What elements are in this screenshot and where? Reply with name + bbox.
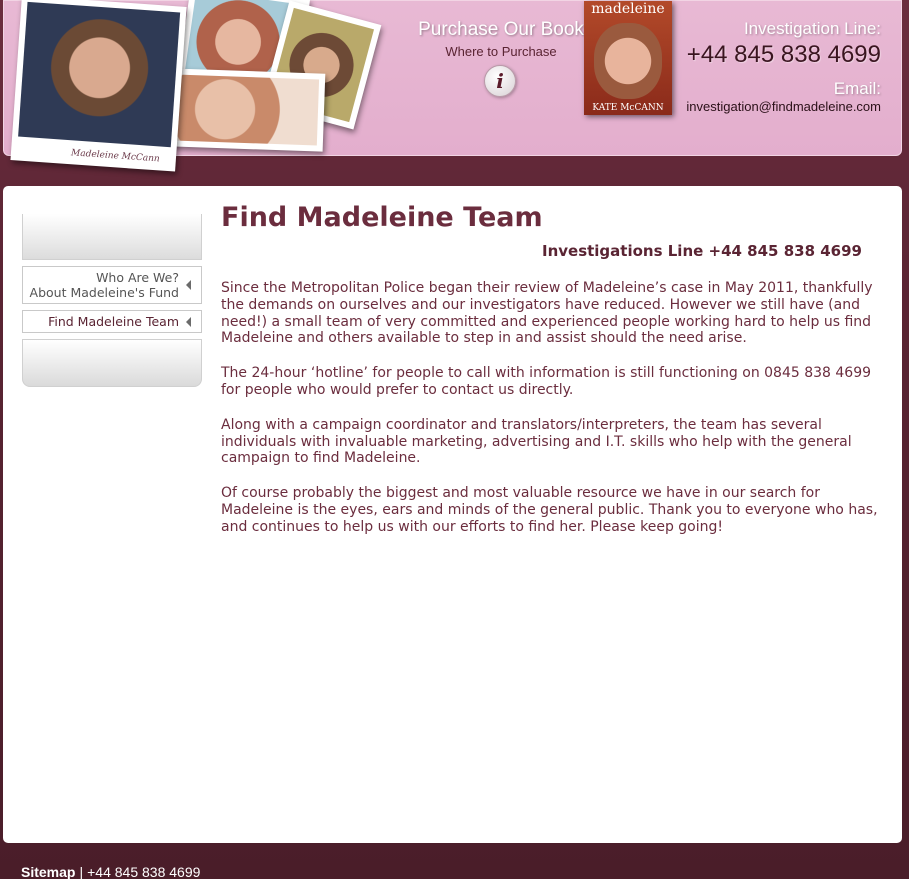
footer-phone: +44 845 838 4699	[87, 864, 201, 879]
sidebar-item-label: Who Are We?	[96, 270, 179, 285]
email-link[interactable]: investigation@findmadeleine.com	[686, 99, 881, 114]
where-to-purchase-link[interactable]: Where to Purchase	[445, 44, 557, 59]
photo-signature: Madeleine McCann	[70, 148, 161, 165]
site-header	[3, 0, 902, 165]
book-cover-title: madeleine	[591, 1, 665, 17]
sidebar-top-cap	[22, 214, 202, 260]
investigation-line-label: Investigation Line:	[743, 19, 881, 38]
page-content	[221, 202, 886, 536]
book-cover-author: KATE McCANN	[592, 103, 664, 113]
sidebar-item-find-madeleine-team[interactable]	[22, 310, 202, 333]
caret-left-icon	[186, 317, 191, 327]
purchase-book-heading[interactable]: Purchase Our Book	[418, 19, 584, 40]
book-cover-image[interactable]	[584, 1, 672, 115]
investigations-line: Investigations Line +44 845 838 4699	[541, 242, 862, 260]
sidebar-item-who-are-we[interactable]	[22, 266, 202, 304]
photo-polaroid-4	[168, 68, 326, 151]
site-footer	[21, 864, 200, 879]
caret-left-icon	[186, 280, 191, 290]
main-panel	[3, 186, 902, 843]
content-paragraph: Of course probably the biggest and most valuable resource we have in our search for Madeleine is the eyes, ears and minds of the general public. Thank you to everyone who has, and continues to help us with our efforts to find her. Please keep going!	[221, 485, 878, 535]
content-paragraph: The 24-hour ‘hotline’ for people to call with information is still functioning on 0845 838 4699 for people who would prefer to contact us directly.	[221, 365, 872, 398]
content-paragraph: Since the Metropolitan Police began their review of Madeleine’s case in May 2011, thankfully the demands on ourselves and our investigators have reduced. However we still have (and need!) a small team of very committed and experienced people working hard to help us find Madeleine and others available to step in and assist should the need arise.	[221, 280, 873, 347]
investigation-phone: +44 845 838 4699	[686, 41, 881, 68]
sidebar-bottom-cap	[22, 339, 202, 387]
sidebar-nav	[22, 214, 202, 387]
footer-separator: |	[79, 864, 84, 879]
photo-polaroid-main	[10, 0, 186, 172]
sidebar-item-label: Find Madeleine Team	[48, 314, 179, 329]
page-title: Find Madeleine Team	[221, 202, 543, 233]
sitemap-link[interactable]: Sitemap	[21, 864, 76, 879]
info-icon[interactable]: i	[484, 65, 516, 97]
sidebar-item-label: About Madeleine's Fund	[29, 285, 179, 300]
content-paragraph: Along with a campaign coordinator and translators/interpreters, the team has several individuals with invaluable marketing, advertising and I.T. skills who help with the general campaign to find Madeleine.	[221, 416, 852, 467]
email-label: Email:	[833, 79, 881, 98]
